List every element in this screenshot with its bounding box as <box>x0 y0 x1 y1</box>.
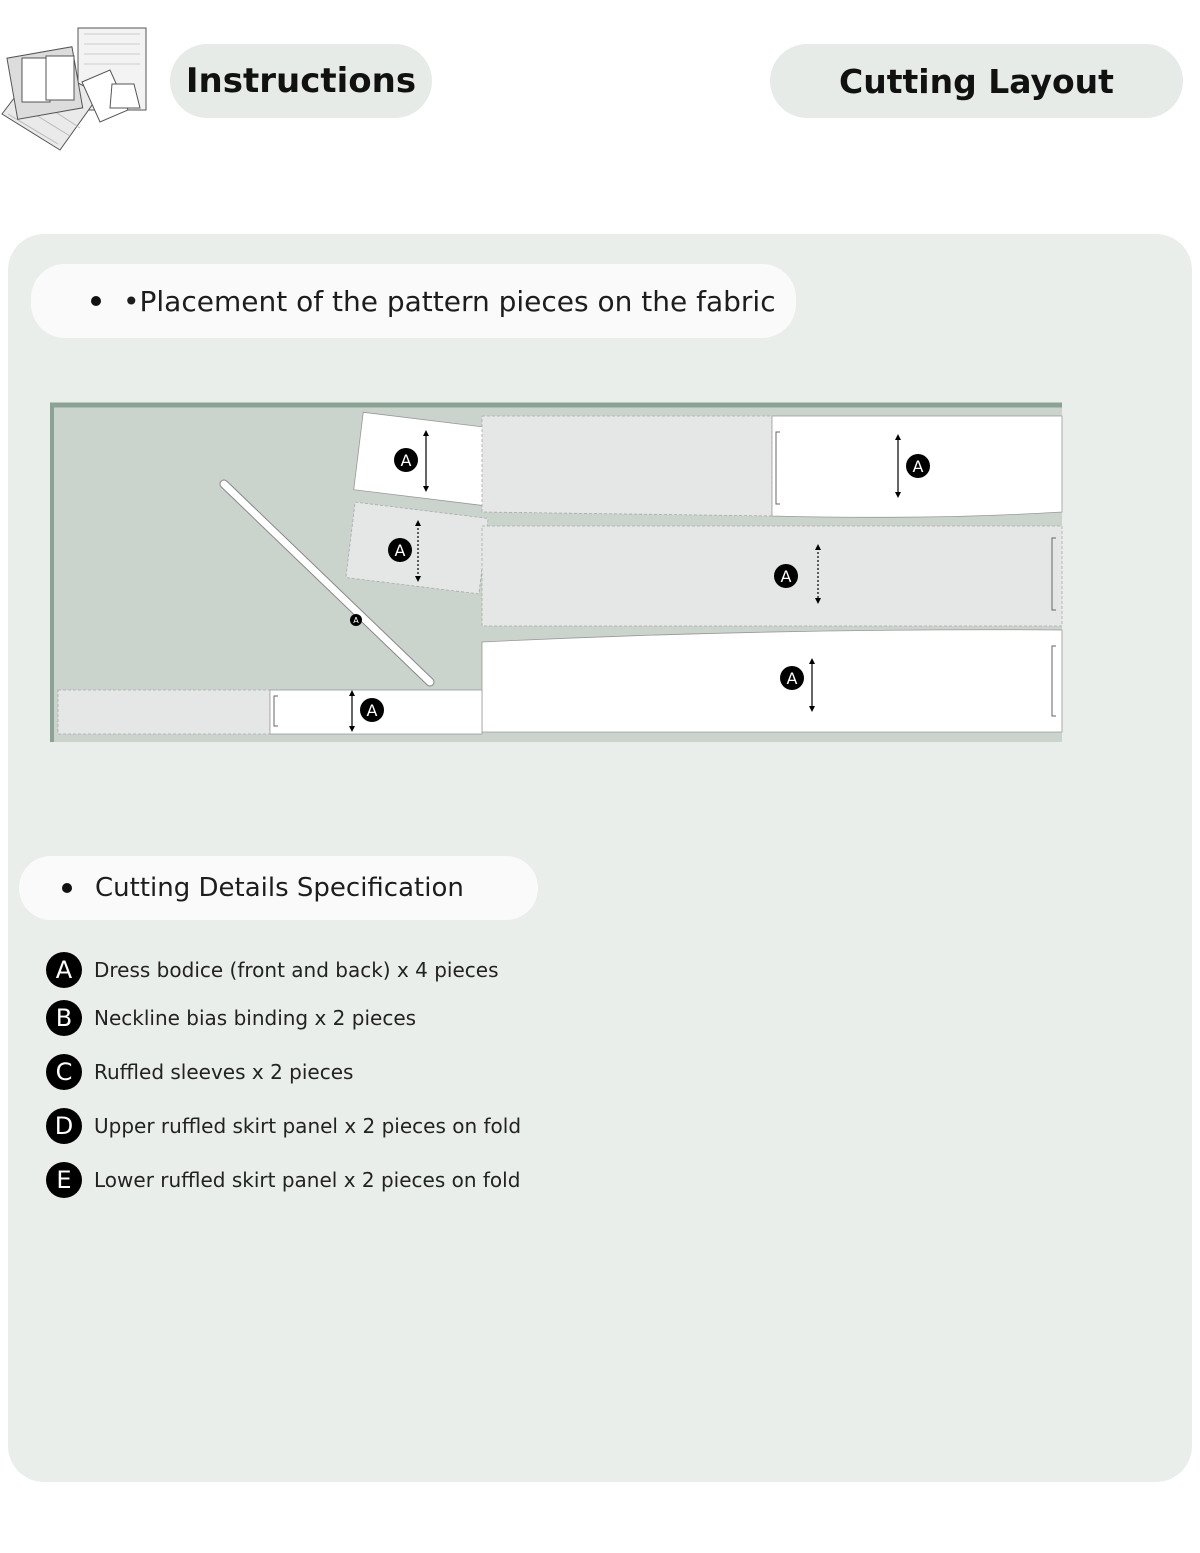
piece-marker-label: A <box>366 701 378 720</box>
lower-skirt-panel <box>482 630 1062 732</box>
pattern-pieces-icon <box>0 24 150 152</box>
details-heading <box>19 856 538 920</box>
bullet-dot <box>91 296 101 306</box>
legend-item-b <box>46 1000 416 1036</box>
legend-item-a <box>46 952 499 988</box>
legend-item-text: Ruffled sleeves x 2 pieces <box>94 1060 354 1084</box>
piece-marker-label: A <box>786 669 798 688</box>
upper-skirt-panel-light <box>482 416 772 516</box>
middle-skirt-panel <box>482 526 1062 626</box>
piece-marker-label: A <box>394 541 406 560</box>
piece-marker-label: A <box>780 567 792 586</box>
bullet-dot <box>62 883 72 893</box>
details-heading-text: Cutting Details Specification <box>95 873 464 903</box>
legend-item-c <box>46 1054 353 1090</box>
legend-letter-badge: C <box>46 1054 82 1090</box>
piece-marker-label: A <box>353 616 359 625</box>
page-title: Instructions <box>170 44 432 118</box>
sleeve-piece-light <box>346 502 488 594</box>
legend-item-text: Lower ruffled skirt panel x 2 pieces on fold <box>94 1168 521 1192</box>
bodice-strip-light <box>58 690 270 734</box>
section-title: Cutting Layout <box>770 44 1183 118</box>
legend-letter-badge: D <box>46 1108 82 1144</box>
legend-item-e <box>46 1162 520 1198</box>
piece-marker-label: A <box>400 451 412 470</box>
piece-marker-label: A <box>912 457 924 476</box>
legend-item-text: Dress bodice (front and back) x 4 pieces <box>94 958 499 982</box>
legend-item-text: Upper ruffled skirt panel x 2 pieces on fold <box>94 1114 522 1138</box>
legend-letter-badge: E <box>46 1162 82 1198</box>
content-panel <box>8 234 1192 1482</box>
legend-letter-badge: B <box>46 1000 82 1036</box>
cutting-layout-diagram <box>50 402 1070 746</box>
sleeve-piece-white <box>354 412 495 506</box>
legend-item-text: Neckline bias binding x 2 pieces <box>94 1006 417 1030</box>
placement-heading <box>31 264 796 338</box>
placement-heading-text: •Placement of the pattern pieces on the fabric <box>123 284 776 318</box>
legend-letter-badge: A <box>46 952 82 988</box>
legend-item-d <box>46 1108 521 1144</box>
